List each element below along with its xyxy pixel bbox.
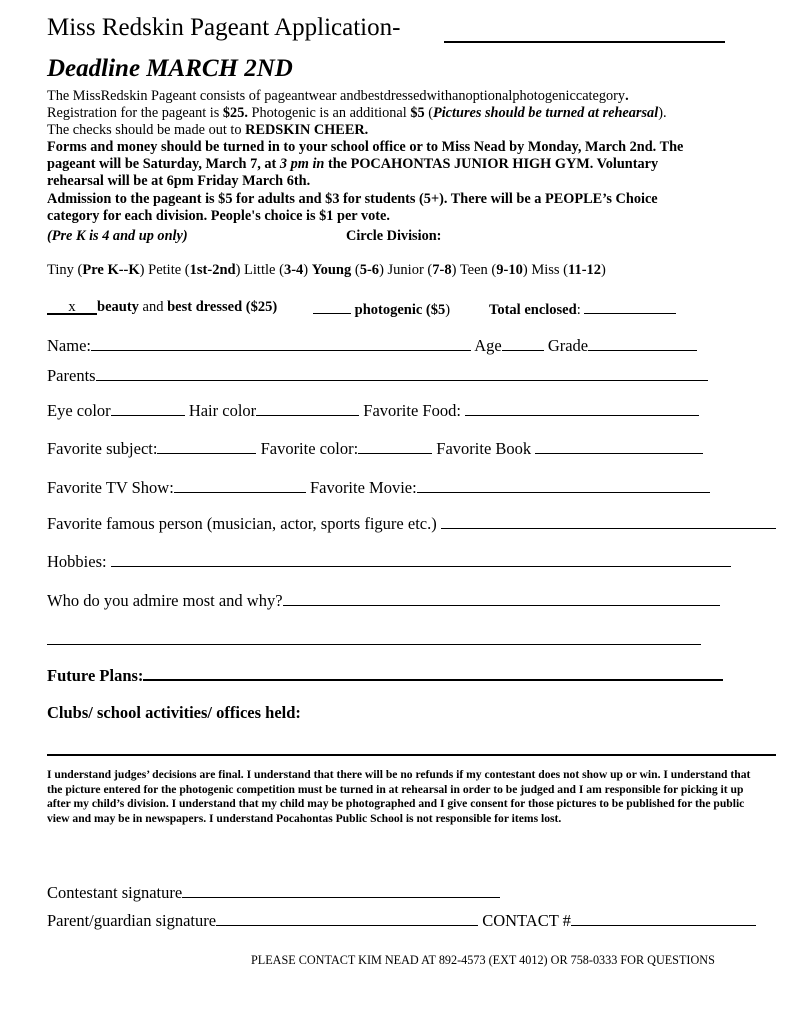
- intro-line-1: The MissRedskin Pageant consists of pageantwear andbestdressedwithanoptionalphotogeniccategory.: [47, 88, 629, 104]
- favorite-food-field[interactable]: [465, 401, 699, 416]
- favorite-book-field[interactable]: [535, 439, 703, 454]
- consent-text: I understand judges’ decisions are final. I understand that there will be no refunds if my contestant does not show up or win. I understand that the picture entered for the photogenic competition must be turned in at rehearsal in order to be judged and I am responsible for picking it up after my child’s division. I understand that my child may be photographed and I give consent for those pictures to be published for the public view and may be in newspapers. I understand Pocahontas Public School is not responsible for items lost.: [47, 768, 751, 825]
- favorite-movie-field[interactable]: [417, 478, 710, 493]
- beauty-checkbox[interactable]: x: [47, 299, 97, 315]
- division-tiny[interactable]: Tiny (Pre K--K): [47, 262, 145, 278]
- intro-line-8: category for each division. People's choice is $1 per vote.: [47, 208, 390, 224]
- division-junior[interactable]: Junior (7-8): [387, 262, 457, 278]
- division-teen[interactable]: Teen (9-10): [459, 262, 528, 278]
- favorite-tv-field[interactable]: [174, 478, 306, 493]
- division-miss[interactable]: Miss (11-12): [531, 262, 606, 278]
- deadline-heading: Deadline MARCH 2ND: [47, 55, 293, 82]
- parents-row: Parents: [47, 366, 708, 386]
- famous-person-field[interactable]: [441, 514, 776, 529]
- clubs-field[interactable]: [47, 754, 776, 756]
- future-plans-row: Future Plans:: [47, 665, 723, 686]
- prek-note: (Pre K is 4 and up only): [47, 228, 188, 244]
- appearance-row: Eye color Hair color Favorite Food:: [47, 401, 699, 421]
- contact-footer: PLEASE CONTACT KIM NEAD AT 892-4573 (EXT 4012) OR 758-0333 FOR QUESTIONS: [251, 953, 715, 967]
- eye-color-field[interactable]: [111, 401, 185, 416]
- parent-signature-row: Parent/guardian signature CONTACT #: [47, 911, 756, 931]
- name-row: Name: Age Grade: [47, 336, 697, 356]
- division-young[interactable]: Young (5-6): [311, 262, 384, 278]
- beauty-option: x beauty and best dressed ($25): [47, 299, 277, 316]
- admire-field[interactable]: [283, 591, 720, 606]
- hobbies-row: Hobbies:: [47, 552, 731, 572]
- favorite-color-field[interactable]: [358, 439, 432, 454]
- photogenic-option: photogenic ($5): [313, 299, 450, 319]
- contact-number-field[interactable]: [571, 911, 756, 926]
- media-row: Favorite TV Show: Favorite Movie:: [47, 478, 710, 498]
- parent-signature-field[interactable]: [216, 911, 478, 926]
- name-field[interactable]: [91, 336, 471, 351]
- famous-person-row: Favorite famous person (musician, actor, sports figure etc.): [47, 514, 776, 534]
- clubs-label: Clubs/ school activities/ offices held:: [47, 703, 301, 722]
- favorites-row: Favorite subject: Favorite color: Favorite Book: [47, 439, 703, 459]
- page-title: Miss Redskin Pageant Application-: [47, 14, 401, 41]
- age-field[interactable]: [502, 336, 544, 351]
- contestant-signature-field[interactable]: [182, 883, 500, 898]
- intro-line-2: Registration for the pageant is $25. Photogenic is an additional $5 (Pictures should be turned at rehearsal).: [47, 105, 667, 121]
- contestant-signature-row: Contestant signature: [47, 883, 500, 903]
- circle-division-label: Circle Division:: [346, 228, 442, 244]
- intro-line-7: Admission to the pageant is $5 for adults and $3 for students (5+). There will be a PEOPLE’s Choice: [47, 191, 658, 207]
- future-plans-field[interactable]: [143, 665, 723, 681]
- title-name-line[interactable]: [444, 41, 725, 43]
- intro-line-6: rehearsal will be at 6pm Friday March 6th.: [47, 173, 311, 189]
- intro-line-3: The checks should be made out to REDSKIN CHEER.: [47, 122, 369, 138]
- division-little[interactable]: Little (3-4): [244, 262, 309, 278]
- admire-row: Who do you admire most and why?: [47, 591, 720, 611]
- grade-field[interactable]: [588, 336, 697, 351]
- intro-line-4: Forms and money should be turned in to your school office or to Miss Nead by Monday, March 2nd. The: [47, 139, 684, 155]
- hobbies-field[interactable]: [111, 552, 731, 567]
- division-list: [47, 262, 606, 279]
- photogenic-checkbox[interactable]: [313, 299, 351, 314]
- division-petite[interactable]: Petite (1st-2nd): [148, 262, 241, 278]
- parents-field[interactable]: [96, 366, 708, 381]
- admire-line-2[interactable]: [47, 644, 701, 645]
- intro-line-5: pageant will be Saturday, March 7, at 3 pm in the POCAHONTAS JUNIOR HIGH GYM. Voluntary: [47, 156, 659, 172]
- favorite-subject-field[interactable]: [157, 439, 256, 454]
- total-enclosed: Total enclosed:: [489, 299, 676, 319]
- hair-color-field[interactable]: [256, 401, 359, 416]
- total-enclosed-field[interactable]: [584, 299, 676, 314]
